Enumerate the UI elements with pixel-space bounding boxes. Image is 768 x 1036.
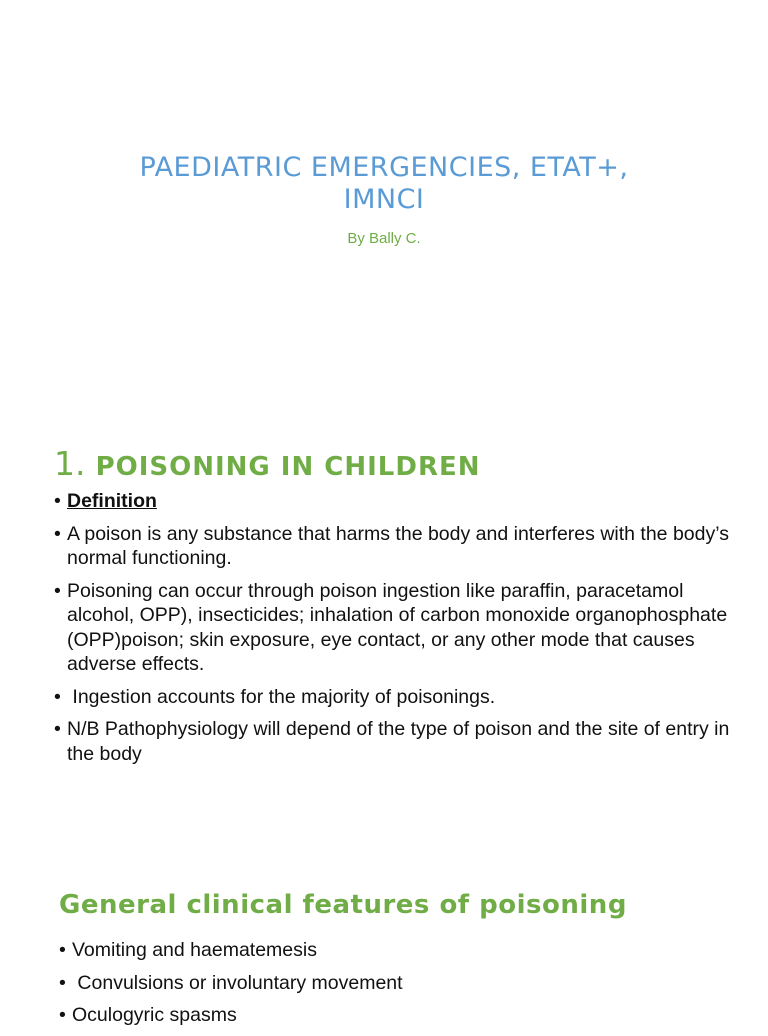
poisoning-bullet-list <box>54 489 734 774</box>
definition-label: Definition <box>67 490 157 512</box>
presentation-author: By Bally C. <box>347 230 421 247</box>
bullet-item: • N/B Pathophysiology will depend of the type of poison and the site of entry in the body <box>54 717 734 766</box>
slide-heading <box>54 444 481 483</box>
heading-text: POISONING IN CHILDREN <box>95 452 481 482</box>
bullet-item: • Vomiting and haematemesis <box>59 938 739 963</box>
bullet-item: • Oculogyric spasms <box>59 1003 739 1028</box>
presentation-title: PAEDIATRIC EMERGENCIES, ETAT+, IMNCI <box>139 152 629 215</box>
poisoning-slide <box>0 420 768 860</box>
slide-heading: General clinical features of poisoning <box>59 890 627 920</box>
bullet-item: • Ingestion accounts for the majority of poisonings. <box>54 685 734 710</box>
features-bullet-list <box>59 938 739 1036</box>
title-slide <box>0 0 768 420</box>
bullet-item: • A poison is any substance that harms the body and interferes with the body’s normal functioning. <box>54 522 734 571</box>
heading-number: 1. <box>54 444 86 483</box>
bullet-item: • Poisoning can occur through poison ingestion like paraffin, paracetamol alcohol, OPP), insecticides; inhalation of carbon monoxide organophosphate (OPP)poison; skin exposure, eye contact, or any other mode that causes adverse effects. <box>54 579 734 677</box>
bullet-item <box>54 489 734 514</box>
bullet-item: • Convulsions or involuntary movement <box>59 971 739 996</box>
clinical-features-slide <box>0 860 768 1024</box>
